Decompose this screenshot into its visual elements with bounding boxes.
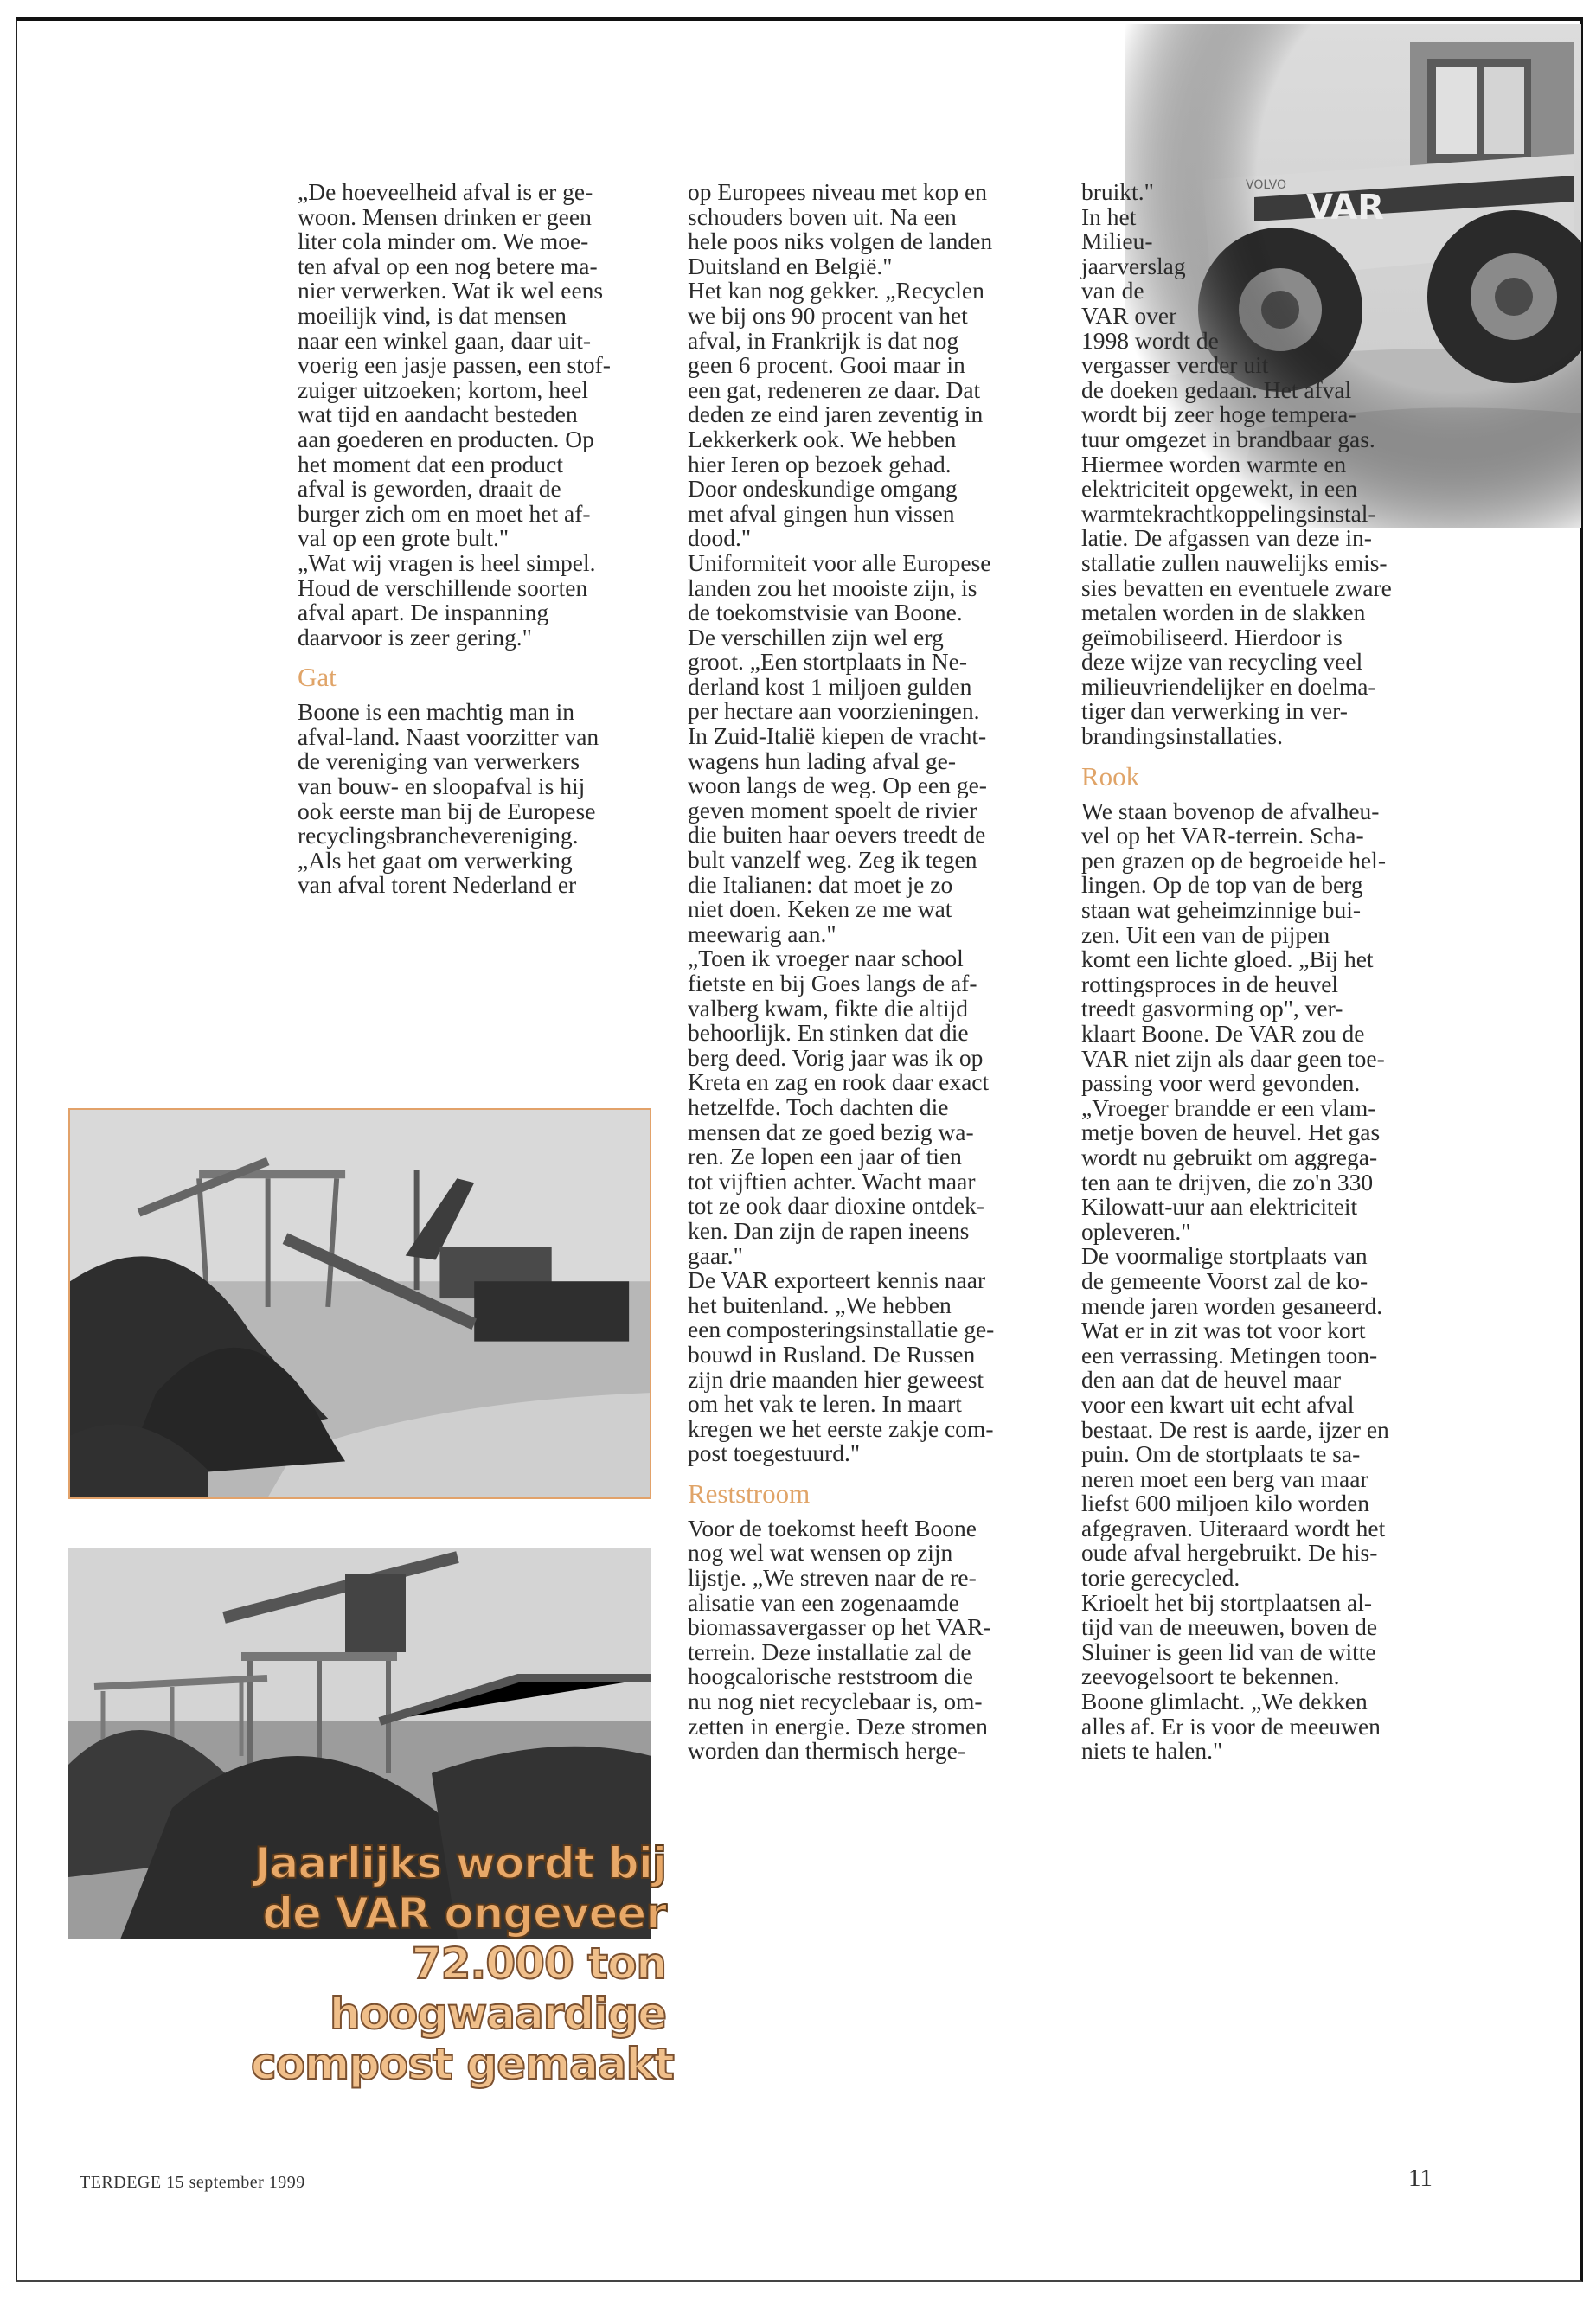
text-line: naar een winkel gaan, daar uit- bbox=[298, 326, 591, 354]
text-line: jaarverslag bbox=[1081, 252, 1186, 279]
text-line: een composteringsinstallatie ge- bbox=[688, 1316, 995, 1343]
text-line: landen zou het mooiste zijn, is bbox=[688, 574, 977, 601]
text-line: afval apart. De inspanning bbox=[298, 599, 549, 626]
text-line: Hiermee worden warmte en bbox=[1081, 450, 1347, 478]
text-line: vergasser verder uit bbox=[1081, 351, 1269, 379]
text-line: val op een grote bult." bbox=[298, 524, 510, 552]
text-line: de toekomstvisie van Boone. bbox=[688, 599, 963, 626]
text-line: puin. Om de stortplaats te sa- bbox=[1081, 1440, 1361, 1468]
text-line: „Toen ik vroeger naar school bbox=[688, 945, 964, 972]
text-line: ten aan te drijven, die zo'n 330 bbox=[1081, 1168, 1374, 1195]
text-line: zijn drie maanden hier geweest bbox=[688, 1365, 984, 1393]
text-line: nu nog niet recyclebaar is, om- bbox=[688, 1688, 983, 1715]
text-line: het moment dat een product bbox=[298, 450, 563, 478]
text-line: tot vijftien achter. Wacht maar bbox=[688, 1167, 976, 1195]
text-line: Krioelt het bij stortplaatsen al- bbox=[1081, 1588, 1373, 1616]
text-line: wordt nu gebruikt om aggrega- bbox=[1081, 1143, 1378, 1170]
text-line: latie. De afgassen van deze in- bbox=[1081, 524, 1372, 552]
text-line: Kilowatt-uur aan elektriciteit bbox=[1081, 1193, 1358, 1221]
text-line: niet doen. Keken ze me wat bbox=[688, 895, 952, 923]
section-heading: Gat bbox=[298, 662, 337, 693]
text-line: ten afval op een nog betere ma- bbox=[298, 252, 598, 279]
text-line: afval-land. Naast voorzitter van bbox=[298, 722, 599, 750]
text-line: Boone is een machtig man in bbox=[298, 698, 574, 726]
text-line: geen 6 procent. Gooi maar in bbox=[688, 351, 965, 379]
article-column-2 bbox=[688, 180, 994, 1764]
text-line: Boone glimlacht. „We dekken bbox=[1081, 1688, 1368, 1715]
text-line: meewarig aan." bbox=[688, 920, 836, 947]
text-line: burger zich om en moet het af- bbox=[298, 499, 591, 527]
text-line: De voormalige stortplaats van bbox=[1081, 1242, 1368, 1270]
text-line: elektriciteit opgewekt, in een bbox=[1081, 475, 1358, 503]
text-line: sies bevatten en eventuele zware bbox=[1081, 574, 1392, 601]
text-line: hoogcalorische reststroom die bbox=[688, 1663, 973, 1690]
text-line: voerig een jasje passen, een stof- bbox=[298, 351, 611, 379]
text-line: We staan bovenop de afvalheu- bbox=[1081, 797, 1380, 824]
text-line: afgegraven. Uiteraard wordt het bbox=[1081, 1514, 1386, 1541]
text-line: Voor de toekomst heeft Boone bbox=[688, 1514, 977, 1541]
text-line: Kreta en zag en rook daar exact bbox=[688, 1068, 990, 1096]
text-line: post toegestuurd." bbox=[688, 1439, 861, 1467]
text-line: tot ze ook daar dioxine ontdek- bbox=[688, 1192, 984, 1220]
text-line: woon langs de weg. Op een ge- bbox=[688, 772, 987, 799]
text-line: „De hoeveelheid afval is er ge- bbox=[298, 178, 593, 205]
text-line: Lekkerkerk ook. We hebben bbox=[688, 425, 957, 452]
caption-line-4: hoogwaardige bbox=[329, 1989, 666, 2039]
text-line: deden ze eind jaren zeventig in bbox=[688, 401, 984, 428]
compost-conveyor-image-1 bbox=[70, 1110, 650, 1497]
text-line: ren. Ze lopen een jaar of tien bbox=[688, 1143, 962, 1170]
text-line: lijstje. „We streven naar de re- bbox=[688, 1564, 977, 1592]
caption-line-3: 72.000 ton bbox=[411, 1939, 666, 1989]
text-line: gaar." bbox=[688, 1241, 743, 1269]
caption-line-2: de VAR ongeveer bbox=[262, 1888, 666, 1939]
text-line: Wat er in zit was tot voor kort bbox=[1081, 1317, 1366, 1344]
text-line: Houd de verschillende soorten bbox=[298, 574, 588, 601]
text-line: Uniformiteit voor alle Europese bbox=[688, 548, 991, 576]
text-line: lingen. Op de top van de berg bbox=[1081, 871, 1363, 899]
text-line: de doeken gedaan. Het afval bbox=[1081, 375, 1352, 403]
text-line: derland kost 1 miljoen gulden bbox=[688, 672, 972, 700]
text-line: zetten in energie. Deze stromen bbox=[688, 1712, 988, 1740]
text-line: niets te halen." bbox=[1081, 1737, 1223, 1765]
text-line: terrein. Deze installatie zal de bbox=[688, 1638, 971, 1665]
text-line: liefst 600 miljoen kilo worden bbox=[1081, 1490, 1370, 1517]
text-line: die buiten haar oevers treedt de bbox=[688, 821, 986, 849]
text-line: bruikt." bbox=[1081, 178, 1154, 205]
text-line: zuiger uitzoeken; kortom, heel bbox=[298, 375, 588, 403]
text-line: den aan dat de heuvel maar bbox=[1081, 1366, 1342, 1394]
publication-footer: TERDEGE 15 september 1999 bbox=[80, 2173, 305, 2192]
text-line: passing voor werd gevonden. bbox=[1081, 1069, 1361, 1097]
text-line: nog wel wat wensen op zijn bbox=[688, 1539, 953, 1567]
text-line: vel op het VAR-terrein. Scha- bbox=[1081, 822, 1364, 849]
text-line: metalen worden in de slakken bbox=[1081, 599, 1366, 626]
text-line: staan wat geheimzinnige bui- bbox=[1081, 896, 1362, 924]
text-line: afval is geworden, draait de bbox=[298, 475, 561, 503]
text-line: mensen dat ze goed bezig wa- bbox=[688, 1118, 974, 1145]
page-number: 11 bbox=[1408, 2164, 1433, 2192]
text-line: hier Ieren op bezoek gehad. bbox=[688, 450, 952, 478]
section-heading: Rook bbox=[1081, 760, 1140, 792]
text-line: VAR over bbox=[1081, 301, 1177, 329]
text-line: torie gerecycled. bbox=[1081, 1564, 1240, 1592]
text-line: Milieu- bbox=[1081, 228, 1153, 255]
text-line: zen. Uit een van de pijpen bbox=[1081, 920, 1330, 948]
text-line: metje boven de heuvel. Het gas bbox=[1081, 1118, 1381, 1146]
text-line: treedt gasvorming op", ver- bbox=[1081, 995, 1343, 1022]
text-line: warmtekrachtkoppelingsinstal- bbox=[1081, 499, 1376, 527]
text-line: liter cola minder om. We moe- bbox=[298, 228, 589, 255]
text-line: nier verwerken. Wat ik wel eens bbox=[298, 277, 604, 304]
text-line: mende jaren worden gesaneerd. bbox=[1081, 1292, 1383, 1319]
text-line: komt een lichte gloed. „Bij het bbox=[1081, 945, 1374, 973]
text-line: Het kan nog gekker. „Recyclen bbox=[688, 277, 984, 304]
text-line: klaart Boone. De VAR zou de bbox=[1081, 1020, 1365, 1047]
text-line: daarvoor is zeer gering." bbox=[298, 623, 532, 651]
text-line: worden dan thermisch herge- bbox=[688, 1737, 965, 1765]
text-line: schouders boven uit. Na een bbox=[688, 202, 957, 230]
text-line: het buitenland. „We hebben bbox=[688, 1291, 952, 1318]
text-line: berg deed. Vorig jaar was ik op bbox=[688, 1043, 984, 1071]
caption-line-1: Jaarlijks wordt bij bbox=[254, 1838, 666, 1888]
text-line: aan goederen en producten. Op bbox=[298, 425, 594, 452]
text-line: tuur omgezet in brandbaar gas. bbox=[1081, 425, 1375, 452]
text-line: geven moment spoelt de rivier bbox=[688, 796, 977, 824]
text-line: Duitsland en België." bbox=[688, 252, 893, 279]
article-column-1 bbox=[298, 180, 611, 898]
text-line: woon. Mensen drinken er geen bbox=[298, 202, 592, 230]
text-line: met afval gingen hun vissen bbox=[688, 499, 955, 527]
text-line: geïmobiliseerd. Hierdoor is bbox=[1081, 623, 1343, 651]
text-line: die Italianen: dat moet je zo bbox=[688, 870, 953, 898]
text-line: „Als het gaat om verwerking bbox=[298, 846, 573, 874]
text-line: pen grazen op de begroeide hel- bbox=[1081, 846, 1386, 874]
text-line: „Vroeger brandde er een vlam- bbox=[1081, 1093, 1376, 1121]
text-line: bouwd in Rusland. De Russen bbox=[688, 1340, 976, 1368]
text-line: een verrassing. Metingen toon- bbox=[1081, 1341, 1378, 1368]
text-line: kregen we het eerste zakje com- bbox=[688, 1414, 994, 1442]
text-line: om het vak te leren. In maart bbox=[688, 1390, 962, 1418]
text-line: ken. Dan zijn de rapen ineens bbox=[688, 1216, 970, 1244]
text-line: groot. „Een stortplaats in Ne- bbox=[688, 648, 968, 676]
text-line: „Wat wij vragen is heel simpel. bbox=[298, 548, 596, 576]
text-line: van de bbox=[1081, 277, 1144, 304]
text-line: biomassavergasser op het VAR- bbox=[688, 1613, 991, 1641]
text-line: afval, in Frankrijk is dat nog bbox=[688, 326, 959, 354]
text-line: moeilijk vind, is dat mensen bbox=[298, 301, 567, 329]
text-line: voor een kwart uit echt afval bbox=[1081, 1390, 1355, 1418]
text-line: De VAR exporteert kennis naar bbox=[688, 1266, 986, 1294]
text-line: een gat, redeneren ze daar. Dat bbox=[688, 375, 981, 403]
text-line: wat tijd en aandacht besteden bbox=[298, 401, 578, 428]
text-line: In het bbox=[1081, 202, 1137, 230]
text-line: tijd van de meeuwen, boven de bbox=[1081, 1613, 1378, 1641]
photo-caption-callout bbox=[251, 1838, 674, 2089]
text-line: dood." bbox=[688, 524, 752, 552]
compost-conveyor-photo-1 bbox=[68, 1108, 651, 1499]
text-line: recyclingsbranchevereniging. bbox=[298, 822, 579, 849]
text-line: van afval torent Nederland er bbox=[298, 871, 577, 899]
text-line: valberg kwam, fikte die altijd bbox=[688, 994, 969, 1022]
text-line: ook eerste man bij de Europese bbox=[298, 797, 596, 824]
text-line: hele poos niks volgen de landen bbox=[688, 228, 993, 255]
text-line: Door ondeskundige omgang bbox=[688, 475, 958, 503]
text-line: van bouw- en sloopafval is hij bbox=[298, 772, 586, 800]
text-line: neren moet een berg van maar bbox=[1081, 1465, 1368, 1492]
text-line: op Europees niveau met kop en bbox=[688, 178, 987, 205]
text-line: bestaat. De rest is aarde, ijzer en bbox=[1081, 1415, 1389, 1443]
text-line: deze wijze van recycling veel bbox=[1081, 648, 1363, 676]
text-line: 1998 wordt de bbox=[1081, 326, 1219, 354]
caption-line-5: compost gemaakt bbox=[251, 2039, 674, 2089]
text-line: brandingsinstallaties. bbox=[1081, 722, 1283, 750]
text-line: de vereniging van verwerkers bbox=[298, 747, 580, 775]
text-line: stallatie zullen nauwelijks emis- bbox=[1081, 548, 1388, 576]
text-line: In Zuid-Italië kiepen de vracht- bbox=[688, 722, 987, 750]
section-heading: Reststroom bbox=[688, 1477, 811, 1509]
text-line: De verschillen zijn wel erg bbox=[688, 623, 944, 651]
text-line: wagens hun lading afval ge- bbox=[688, 747, 957, 774]
text-line: fietste en bij Goes langs de af- bbox=[688, 970, 977, 997]
text-line: opleveren." bbox=[1081, 1217, 1191, 1245]
text-line: milieuvriendelijker en doelma- bbox=[1081, 672, 1376, 700]
text-line: rottingsproces in de heuvel bbox=[1081, 970, 1339, 997]
text-line: Sluiner is geen lid van de witte bbox=[1081, 1638, 1376, 1665]
text-line: VAR niet zijn als daar geen toe- bbox=[1081, 1044, 1385, 1072]
text-line: hetzelfde. Toch dachten die bbox=[688, 1093, 949, 1120]
text-line: zeevogelsoort te bekennen. bbox=[1081, 1663, 1340, 1690]
text-line: tiger dan verwerking in ver- bbox=[1081, 697, 1348, 725]
text-line: wordt bij zeer hoge tempera- bbox=[1081, 401, 1356, 428]
text-line: behoorlijk. En stinken dat die bbox=[688, 1019, 969, 1047]
text-line: alles af. Er is voor de meeuwen bbox=[1081, 1712, 1381, 1740]
text-line: per hectare aan voorzieningen. bbox=[688, 697, 980, 725]
text-line: alisatie van een zogenaamde bbox=[688, 1588, 959, 1616]
text-line: we bij ons 90 procent van het bbox=[688, 301, 968, 329]
article-column-3 bbox=[1081, 180, 1392, 1764]
text-line: oude afval hergebruikt. De his- bbox=[1081, 1539, 1378, 1567]
text-line: de gemeente Voorst zal de ko- bbox=[1081, 1266, 1368, 1294]
text-line: bult vanzelf weg. Zeg ik tegen bbox=[688, 846, 977, 874]
